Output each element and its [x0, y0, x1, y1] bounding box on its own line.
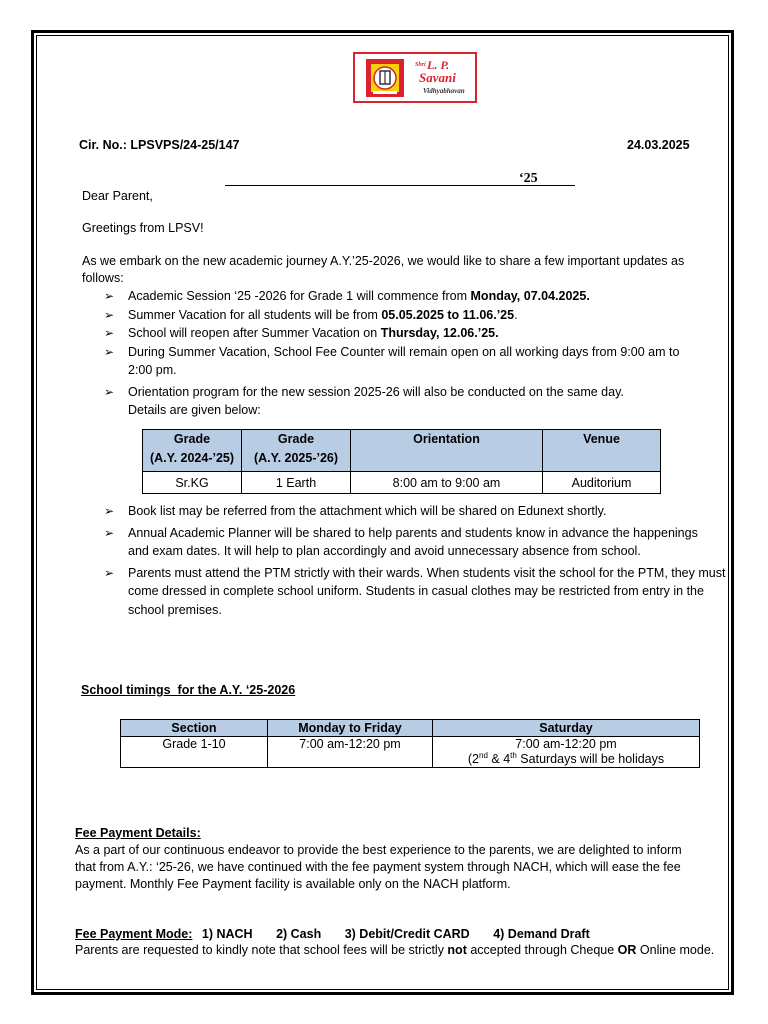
arrow-bullet-icon: ➢ [104, 384, 115, 399]
list-item-text: Summer Vacation for all students will be from [128, 307, 382, 322]
cell-orientation: 8:00 am to 9:00 am [351, 472, 543, 494]
list-item-text: Orientation program for the new session 2025-26 will also be conducted on the same day. [128, 384, 624, 399]
cell-grade-old: Sr.KG [143, 472, 242, 494]
school-emblem-icon [365, 58, 405, 98]
col-header-venue: Venue [543, 430, 661, 472]
list-item-text: During Summer Vacation, School Fee Counter will remain open on all working days from 9:00 am to 2:00 pm. [128, 344, 680, 377]
school-logo [353, 52, 477, 103]
timings-table [120, 719, 700, 768]
col-header-grade-old: Grade (A.Y. 2024-’25) [143, 430, 242, 472]
fee-note-text: Online mode. [636, 943, 715, 957]
greeting: Greetings from LPSV! [82, 221, 204, 235]
cell-weekday: 7:00 am-12:20 pm [268, 737, 433, 768]
col-header-weekday: Monday to Friday [268, 720, 433, 737]
list-item-text: Academic Session ‘25 -2026 for Grade 1 will commence from [128, 289, 471, 303]
list-item-text: Details are given below: [128, 403, 261, 417]
fee-note-text: Parents are requested to kindly note that school fees will be strictly [75, 943, 448, 957]
fee-note-text: accepted through Cheque [466, 943, 618, 957]
fee-note-or: OR [617, 943, 637, 957]
arrow-bullet-icon: ➢ [104, 307, 115, 322]
list-item [104, 564, 728, 620]
updates-list-continued [104, 502, 726, 619]
logo-lp: L. P. [427, 58, 450, 72]
cell-grade-new: 1 Earth [242, 472, 351, 494]
col-header-saturday: Saturday [433, 720, 700, 737]
table-row [121, 737, 700, 768]
list-item-text: . [514, 307, 518, 322]
list-item [104, 524, 708, 561]
col-header-orientation: Orientation [351, 430, 543, 472]
arrow-bullet-icon: ➢ [104, 326, 115, 340]
arrow-bullet-icon: ➢ [104, 504, 115, 518]
col-header-grade-new: Grade (A.Y. 2025-’26) [242, 430, 351, 472]
list-item [104, 324, 704, 343]
fee-note-not: not [447, 943, 467, 957]
list-item-bold: Thursday, 12.06.’25. [380, 326, 499, 340]
arrow-bullet-icon: ➢ [104, 525, 115, 540]
table-row [143, 472, 661, 494]
fee-mode-nach: 1) NACH [201, 927, 253, 941]
list-item [104, 287, 704, 306]
logo-vidyabhavan: Vidhyabhavan [423, 87, 465, 95]
fee-note [75, 942, 715, 959]
orientation-table [142, 429, 661, 494]
list-item-bold: Monday, 07.04.2025. [470, 289, 590, 303]
logo-shri: Shri [415, 62, 426, 68]
arrow-bullet-icon: ➢ [104, 565, 115, 580]
list-item-text: Parents must attend the PTM strictly with their wards. When students visit the school for the PTM, they must come dressed in complete school uniform. Students in casual clothes may be restricted from entry in the school premises. [128, 565, 726, 617]
list-item-bold: 05.05.2025 to 11.06.’25 [381, 307, 515, 322]
fee-paragraph: As a part of our continuous endeavor to provide the best experience to the parents, we are delighted to inform that from A.Y.: ‘25-26, we have continued with the fee payment system through NACH, which will ease the fee payment. Monthly Fee Payment facility is available only on the NACH platform. [75, 843, 682, 891]
circular-date: 24.03.2025 [627, 138, 690, 152]
fee-mode-dd: 4) Demand Draft [493, 927, 590, 941]
arrow-bullet-icon: ➢ [104, 344, 115, 359]
fee-mode-card: 3) Debit/Credit CARD [344, 927, 470, 941]
list-item-text: Book list may be referred from the attachment which will be shared on Edunext shortly. [128, 504, 607, 518]
list-item [104, 343, 688, 380]
col-header-section: Section [121, 720, 268, 737]
list-item [104, 306, 704, 325]
fee-mode-cash: 2) Cash [276, 927, 322, 941]
subject-fragment: ‘25 [519, 171, 538, 186]
list-item-text: Annual Academic Planner will be shared to help parents and students know in advance the happenings and exam dates. It will help to plan accordingly and avoid unnecessary absence from school. [128, 525, 698, 558]
salutation: Dear Parent, [82, 189, 153, 203]
fee-heading: Fee Payment Details: [75, 826, 201, 840]
saturday-note: (2nd & 4th Saturdays will be holidays [467, 750, 665, 766]
intro-paragraph: As we embark on the new academic journey A.Y.’25-2026, we would like to share a few important updates as follows: [82, 254, 685, 285]
cell-section: Grade 1-10 [121, 737, 268, 768]
updates-list [104, 287, 704, 420]
logo-savani: Savani [419, 70, 456, 85]
fee-mode-line [75, 926, 590, 943]
cell-saturday [433, 737, 700, 768]
list-item [104, 502, 704, 521]
fee-mode-label: Fee Payment Mode: [75, 927, 193, 941]
saturday-time: 7:00 am-12:20 pm [515, 737, 617, 751]
circular-number: Cir. No.: LPSVPS/24-25/147 [79, 138, 240, 152]
list-item-text: School will reopen after Summer Vacation on [128, 326, 381, 340]
timings-heading: School timings for the A.Y. ‘25-2026 [81, 683, 296, 697]
list-item [104, 383, 704, 420]
arrow-bullet-icon: ➢ [104, 289, 115, 303]
cell-venue: Auditorium [543, 472, 661, 494]
